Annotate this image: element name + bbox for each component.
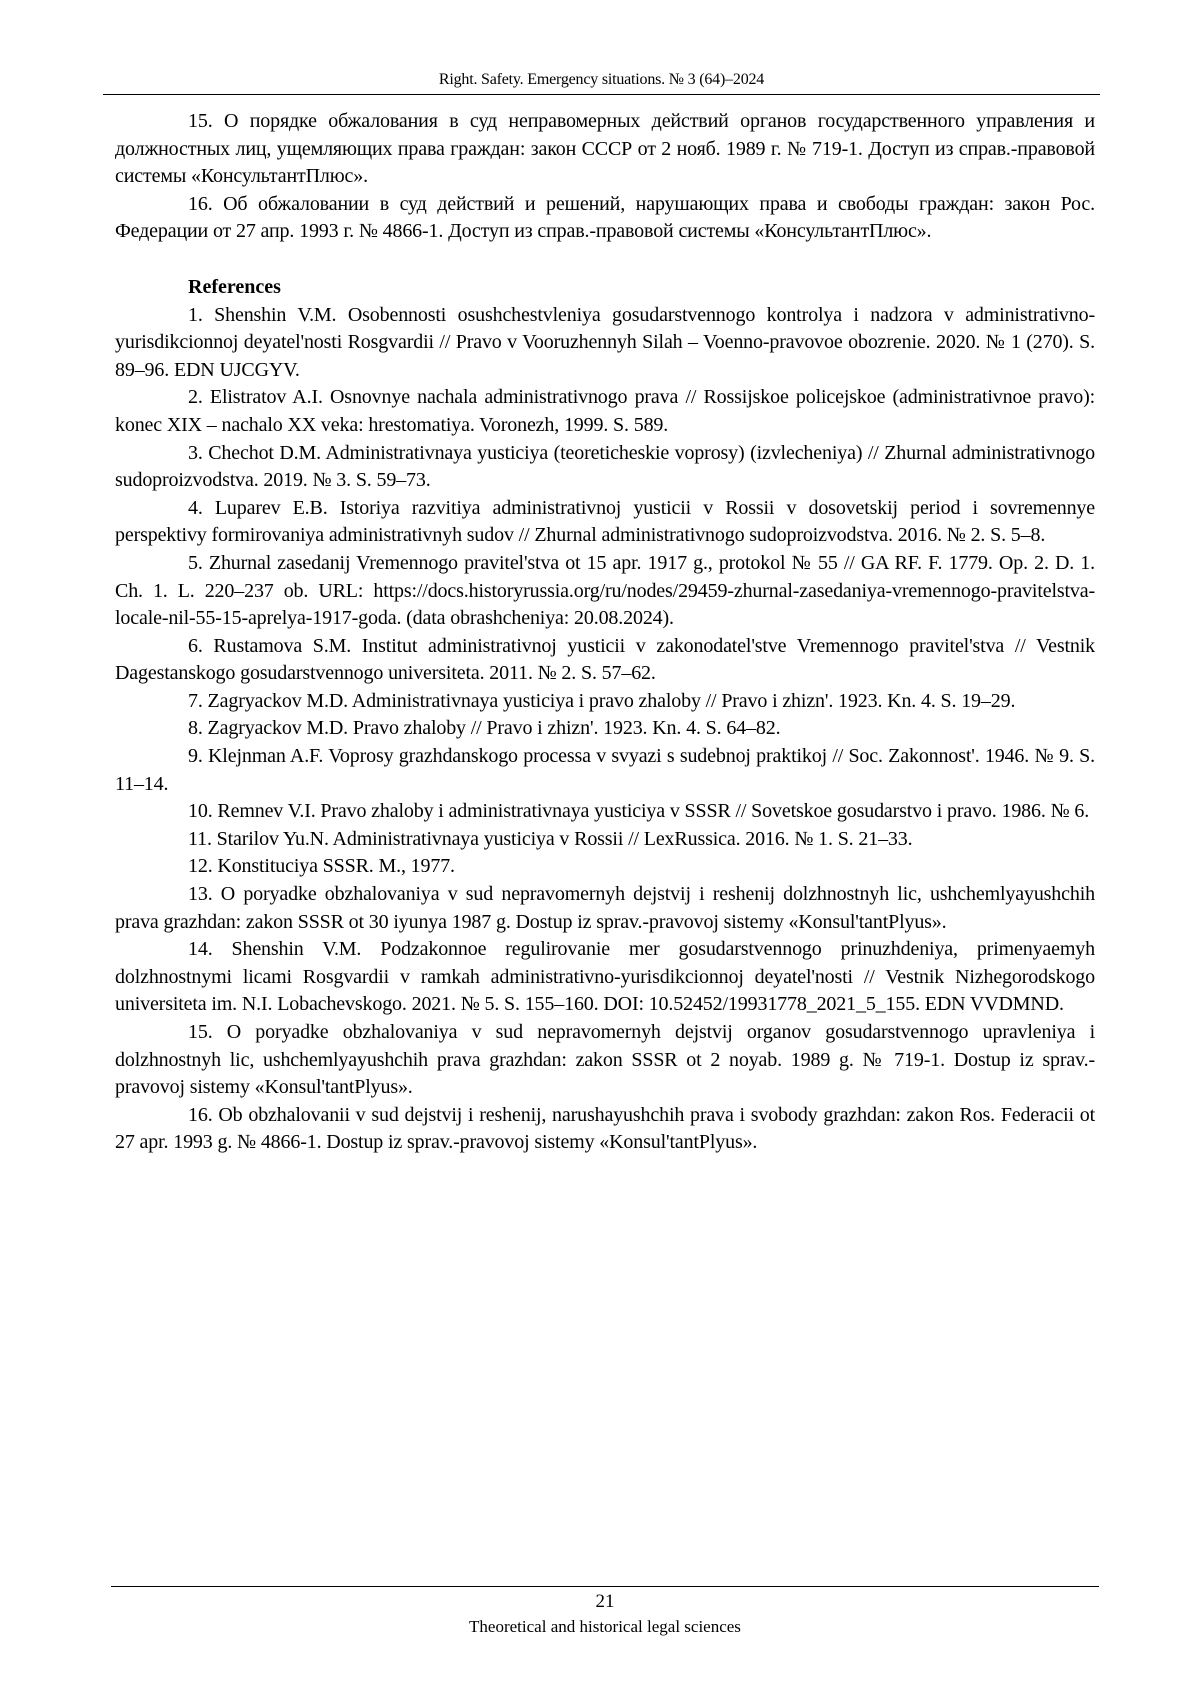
reference-item-5: 5. Zhurnal zasedanij Vremennogo pravitel'stva ot 15 apr. 1917 g., protokol № 55 // GA RF. F. 1779. Op. 2. D. 1. Ch. 1. L. 220–237 ob. URL: https://docs.historyrussia.org/ru/nodes/29459-zhurnal-zasedaniya-vremennogo-pravitelstva-locale-nil-55-15-aprelya-1917-goda. (data obrashcheniya: 20.08.2024). xyxy=(115,551,1095,630)
footer-divider xyxy=(111,1586,1099,1587)
reference-item-7: 7. Zagryackov M.D. Administrativnaya yusticiya i pravo zhaloby // Pravo i zhizn'. 1923. Kn. 4. S. 19–29. xyxy=(188,689,1016,712)
footer-section-title: Theoretical and historical legal sciences xyxy=(469,1617,741,1636)
reference-item-11: 11. Starilov Yu.N. Administrativnaya yusticiya v Rossii // LexRussica. 2016. № 1. S. 21–33. xyxy=(188,827,913,850)
reference-item-13: 13. O poryadke obzhalovaniya v sud nepravomernyh dejstvij i reshenij dolzhnostnyh lic, ushchemlyayushchih prava grazhdan: zakon SSSR ot 30 iyunya 1987 g. Dostup iz sprav.-pravovoj sistemy «Konsul'tantPlyus». xyxy=(115,883,1095,933)
spacer xyxy=(115,246,1095,274)
journal-header: Right. Safety. Emergency situations. № 3 (64)–2024 xyxy=(438,71,765,88)
main-content xyxy=(115,108,1095,1157)
reference-item-10: 10. Remnev V.I. Pravo zhaloby i administrativnaya yusticiya v SSSR // Sovetskoe gosudarstvo i pravo. 1986. № 6. xyxy=(188,800,1090,823)
reference-item-12: 12. Konstituciya SSSR. M., 1977. xyxy=(188,855,455,878)
header-divider xyxy=(103,94,1100,95)
reference-item-8: 8. Zagryackov M.D. Pravo zhaloby // Pravo i zhizn'. 1923. Kn. 4. S. 64–82. xyxy=(188,717,781,740)
reference-item-6: 6. Rustamova S.M. Institut administrativnoj yusticii v zakonodatel'stve Vremennogo pravitel'stva // Vestnik Dagestanskogo gosudarstvennogo universiteta. 2011. № 2. S. 57–62. xyxy=(115,634,1095,685)
russian-reference-15: 15. О порядке обжалования в суд неправомерных действий органов государственного управления и должностных лиц, ущемляющих права граждан: закон СССР от 2 нояб. 1989 г. № 719-1. Доступ из справ.-правовой системы «КонсультантПлюс». xyxy=(115,110,1095,188)
reference-item-4: 4. Luparev E.B. Istoriya razvitiya administrativnoj yusticii v Rossii v dosovetskij period i sovremennye perspektivy formirovaniya administrativnyh sudov // Zhurnal administrativnogo sudoproizvodstva. 2016. № 2. S. 5–8. xyxy=(115,496,1095,547)
reference-item-2: 2. Elistratov A.I. Osnovnye nachala administrativnogo prava // Rossijskoe policejskoe (administrativnoe pravo): konec XIX – nachalo XX veka: hrestomatiya. Voronezh, 1999. S. 589. xyxy=(115,386,1095,436)
references-heading: References xyxy=(188,275,281,298)
page-number: 21 xyxy=(595,1591,615,1612)
reference-item-9: 9. Klejnman A.F. Voprosy grazhdanskogo processa v svyazi s sudebnoj praktikoj // Soc. Zakonnost'. 1946. № 9. S. 11–14. xyxy=(115,745,1095,795)
reference-item-3: 3. Chechot D.M. Administrativnaya yusticiya (teoreticheskie voprosy) (izvlecheniya) // Zhurnal administrativnogo sudoproizvodstva. 2019. № 3. S. 59–73. xyxy=(115,441,1095,492)
reference-item-14: 14. Shenshin V.M. Podzakonnoe regulirovanie mer gosudarstvennogo prinuzhdeniya, primenyaemyh dolzhnostnymi licami Rosgvardii v ramkah administrativno-yurisdikcionnoj deyatel'nosti // Vestnik Nizhegorodskogo universiteta im. N.I. Lobachevskogo. 2021. № 5. S. 155–160. DOI: 10.52452/19931778_2021_5_155. EDN VVDMND. xyxy=(115,938,1095,1016)
reference-item-1: 1. Shenshin V.M. Osobennosti osushchestvleniya gosudarstvennogo kontrolya i nadzora v administrativno-yurisdikcionnoj deyatel'nosti Rosgvardii // Pravo v Vooruzhennyh Silah – Voenno-pravovoe obozrenie. 2020. № 1 (270). S. 89–96. EDN UJCGYV. xyxy=(115,303,1095,381)
russian-reference-16: 16. Об обжаловании в суд действий и решений, нарушающих права и свободы граждан: закон Рос. Федерации от 27 апр. 1993 г. № 4866-1. Доступ из справ.-правовой системы «КонсультантПлюс». xyxy=(115,192,1095,243)
reference-item-16: 16. Ob obzhalovanii v sud dejstvij i reshenij, narushayushchih prava i svobody grazhdan: zakon Ros. Federacii ot 27 apr. 1993 g. № 4866-1. Dostup iz sprav.-pravovoj sistemy «Konsul'tantPlyus». xyxy=(115,1103,1095,1154)
reference-item-15: 15. O poryadke obzhalovaniya v sud nepravomernyh dejstvij organov gosudarstvennogo upravleniya i dolzhnostnyh lic, ushchemlyayushchih prava grazhdan: zakon SSSR ot 2 noyab. 1989 g. № 719-1. Dostup iz sprav.-pravovoj sistemy «Konsul'tantPlyus». xyxy=(115,1021,1095,1099)
